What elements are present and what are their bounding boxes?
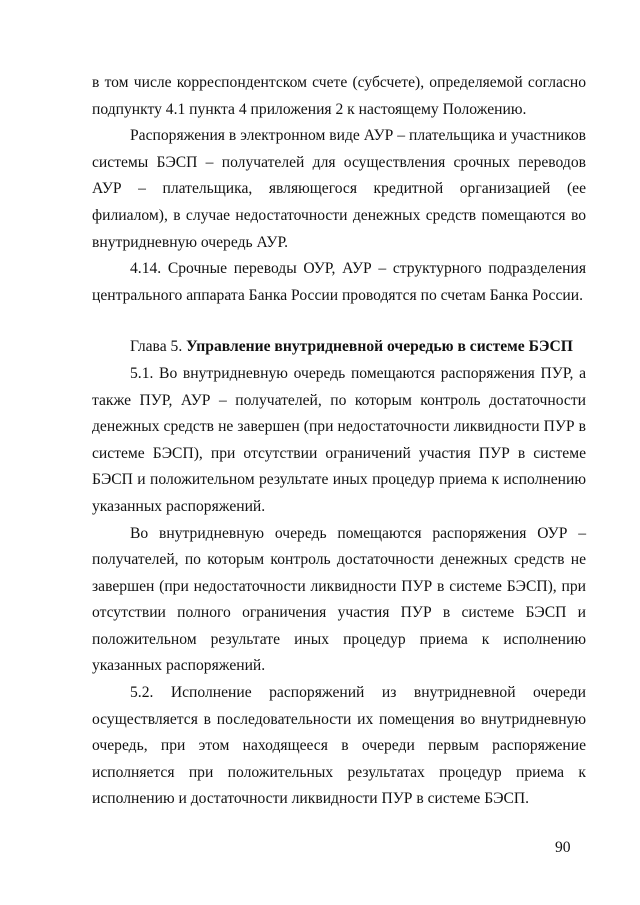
chapter-title: Управление внутридневной очередью в системе БЭСП bbox=[186, 338, 573, 356]
paragraph-5-1: 5.1. Во внутридневную очередь помещаются распоряжения ПУР, а также ПУР, АУР – получателей, по которым контроль достаточности денежных средств не завершен (при недостаточности ликвидности ПУР в системе БЭСП), при отсутствии ограничений участия ПУР в системе БЭСП и положительном результате иных процедур приема к исполнению указанных распоряжений. bbox=[92, 364, 586, 515]
paragraph-continuation: в том числе корреспондентском счете (субсчете), определяемой согласно подпункту 4.1 пункта 4 приложения 2 к настоящему Положению. bbox=[92, 74, 586, 118]
chapter-heading bbox=[92, 334, 586, 361]
paragraph-aur-orders: Распоряжения в электронном виде АУР – плательщика и участников системы БЭСП – получателей для осуществления срочных переводов АУР – плательщика, являющегося кредитной организацией (ее филиалом), в случае недостаточности денежных средств помещаются во внутридневную очередь АУР. bbox=[92, 127, 586, 251]
chapter-label: Глава 5. bbox=[130, 338, 183, 356]
page-number: 90 bbox=[555, 839, 571, 856]
paragraph-our-orders: Во внутридневную очередь помещаются распоряжения ОУР – получателей, по которым контроль достаточности денежных средств не завершен (при недостаточности ликвидности ПУР в системе БЭСП), при отсутствии полного ограничения участия ПУР в системе БЭСП и положительном результате иных процедур приема к исполнению указанных распоряжений. bbox=[92, 524, 586, 675]
paragraph-5-2: 5.2. Исполнение распоряжений из внутридневной очереди осуществляется в последовательности их помещения во внутридневную очередь, при этом находящееся в очереди первым распоряжение исполняется при положительных результатах процедур приема к исполнению и достаточности ликвидности ПУР в системе БЭСП. bbox=[92, 684, 586, 808]
page-body bbox=[92, 70, 586, 813]
paragraph-4-14: 4.14. Срочные переводы ОУР, АУР – структурного подразделения центрального аппарата Банка России проводятся по счетам Банка России. bbox=[92, 260, 586, 304]
